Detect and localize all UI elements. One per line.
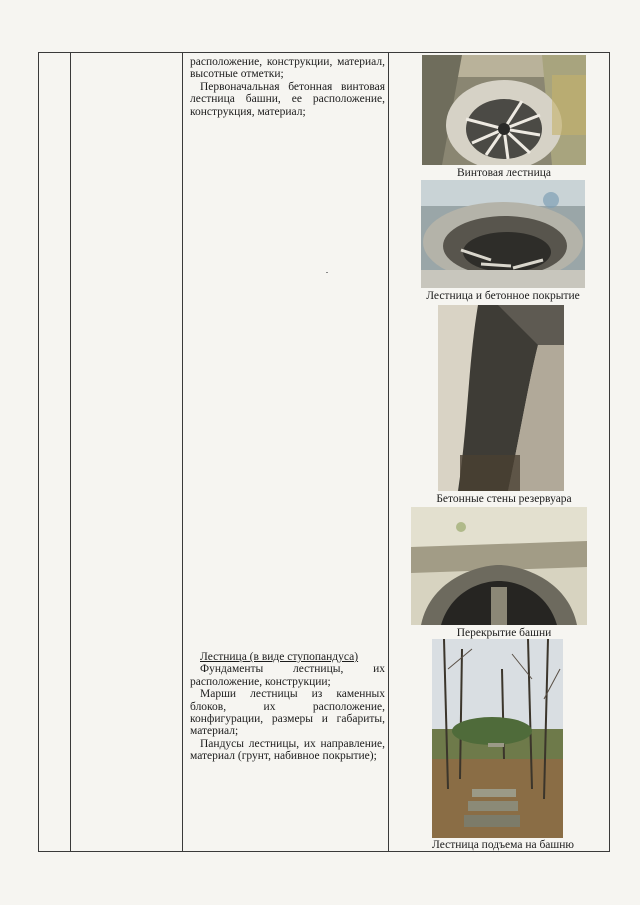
- upper-description: [190, 56, 385, 118]
- lower-description: [190, 651, 385, 763]
- upper-line-2: Первоначальная бетонная винтовая лестница башни, ее расположение, конструкция, материал;: [190, 80, 385, 118]
- caption-forest-staircase: Лестница подъема на башню: [431, 839, 575, 851]
- photo-forest-staircase: [432, 639, 563, 838]
- table-col-border-4: [388, 52, 389, 852]
- upper-line-1: расположение, конструкции, материал, высотные отметки;: [190, 56, 385, 81]
- stair-item-1: Фундаменты лестницы, их расположение, конструкции;: [190, 663, 385, 688]
- caption-reservoir-walls: Бетонные стены резервуара: [436, 493, 572, 505]
- photo-spiral-staircase: [422, 55, 586, 165]
- caption-spiral-staircase: Винтовая лестница: [457, 167, 551, 179]
- stair-item-2: Марши лестницы из каменных блоков, их расположение, конфигурации, размеры и габариты, материал;: [190, 688, 385, 738]
- photo-staircase-concrete: [421, 180, 585, 288]
- table-col-border-3: [182, 52, 183, 852]
- stair-heading: Лестница (в виде ступопандуса): [200, 651, 359, 663]
- caption-staircase-concrete: Лестница и бетонное покрытие: [426, 290, 580, 302]
- stair-item-3: Пандусы лестницы, их направление, материал (грунт, набивное покрытие);: [190, 737, 385, 763]
- table-col-border-5: [609, 52, 610, 852]
- table-top-border: [38, 52, 610, 53]
- table-col-border-2: [70, 52, 71, 852]
- scan-speck: [326, 272, 328, 273]
- table-col-border-1: [38, 52, 39, 852]
- photo-reservoir-walls: [438, 305, 564, 491]
- photo-tower-ceiling: [411, 507, 587, 625]
- table-bottom-border: [38, 851, 610, 852]
- caption-tower-ceiling: Перекрытие башни: [456, 627, 552, 639]
